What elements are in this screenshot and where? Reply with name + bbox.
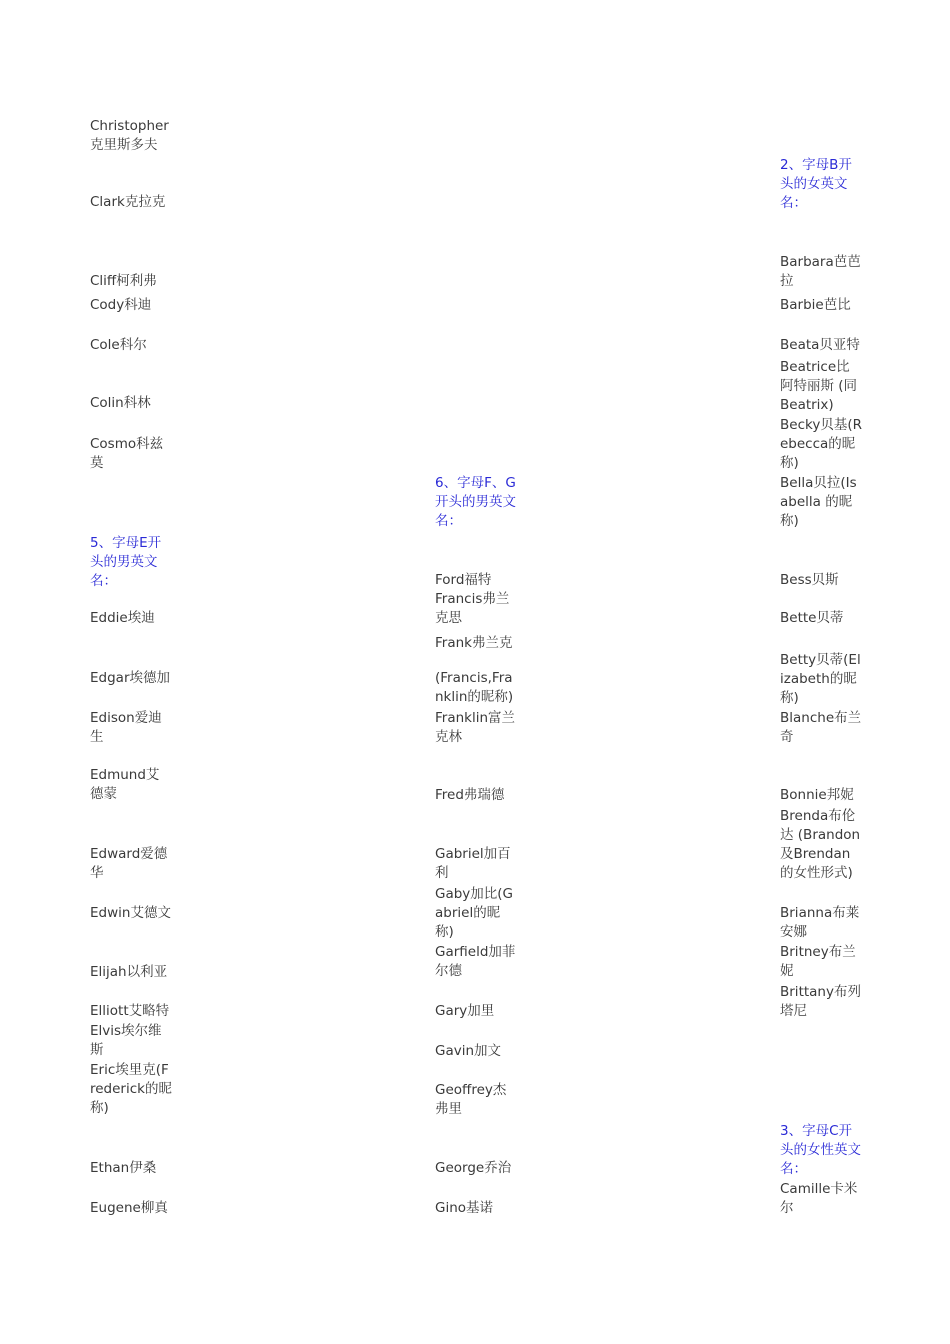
name-entry: Edison爱迪生 bbox=[90, 710, 162, 745]
name-entry: Elvis埃尔维斯 bbox=[90, 1023, 162, 1058]
name-entry: Brenda布伦达 (Brandon及Brendan的女性形式) bbox=[780, 808, 861, 881]
name-entry: Barbara芭芭拉 bbox=[780, 254, 861, 289]
name-entry: Brittany布列塔尼 bbox=[780, 984, 861, 1019]
name-entry: Beatrice比阿特丽斯 (同Beatrix) bbox=[780, 359, 858, 413]
name-entry: Franklin富兰克林 bbox=[435, 710, 516, 745]
name-entry: Fred弗瑞德 bbox=[435, 787, 505, 803]
name-entry: Edward爱德华 bbox=[90, 846, 168, 881]
name-entry: Cliff柯利弗 bbox=[90, 273, 157, 289]
name-entry: (Francis,Franklin的昵称) bbox=[435, 670, 514, 705]
name-entry: Barbie芭比 bbox=[780, 297, 851, 313]
name-entry: Beata贝亚特 bbox=[780, 337, 860, 353]
name-entry: Eric埃里克(Frederick的昵称) bbox=[90, 1062, 172, 1116]
name-entry: Edmund艾德蒙 bbox=[90, 767, 160, 802]
section-heading-b: 2、字母B开头的女英文名： bbox=[780, 157, 852, 211]
name-entry: Becky贝基(Rebecca的昵称) bbox=[780, 417, 862, 471]
name-entry: Gary加里 bbox=[435, 1003, 495, 1019]
name-entry: Camille卡米尔 bbox=[780, 1181, 858, 1216]
name-entry: Bette贝蒂 bbox=[780, 610, 844, 626]
name-entry: Garfield加菲尔德 bbox=[435, 944, 516, 979]
section-heading-c: 3、字母C开头的女性英文名： bbox=[780, 1123, 861, 1177]
name-entry: Francis弗兰克思 bbox=[435, 591, 510, 626]
name-entry: Eugene柳真 bbox=[90, 1200, 168, 1216]
name-entry: Gino基诺 bbox=[435, 1200, 494, 1216]
name-entry: Britney布兰妮 bbox=[780, 944, 856, 979]
name-entry: Elijah以利亚 bbox=[90, 964, 168, 980]
name-entry: Bonnie邦妮 bbox=[780, 787, 854, 803]
name-entry: Bella贝拉(Isabella 的昵称) bbox=[780, 475, 857, 529]
name-entry: Edgar埃德加 bbox=[90, 670, 170, 686]
name-entry: George乔治 bbox=[435, 1160, 512, 1176]
name-entry: Eddie埃迪 bbox=[90, 610, 155, 626]
name-entry: Clark克拉克 bbox=[90, 194, 166, 210]
section-heading-e: 5、字母E开头的男英文名： bbox=[90, 535, 162, 589]
name-entry: Bess贝斯 bbox=[780, 572, 839, 588]
name-entry: Betty贝蒂(Elizabeth的昵称) bbox=[780, 652, 861, 706]
name-entry: Christopher克里斯多夫 bbox=[90, 118, 169, 153]
name-entry: Gavin加文 bbox=[435, 1043, 502, 1059]
name-entry: Colin科林 bbox=[90, 395, 151, 411]
name-entry: Geoffrey杰弗里 bbox=[435, 1082, 507, 1117]
name-entry: Cole科尔 bbox=[90, 337, 147, 353]
name-entry: Ford福特 bbox=[435, 572, 492, 588]
name-entry: Elliott艾略特 bbox=[90, 1003, 170, 1019]
section-heading-fg: 6、字母F、G开头的男英文名： bbox=[435, 475, 516, 529]
name-entry: Edwin艾德文 bbox=[90, 905, 171, 921]
name-entry: Brianna布莱安娜 bbox=[780, 905, 860, 940]
name-entry: Blanche布兰奇 bbox=[780, 710, 862, 745]
name-entry: Frank弗兰克 bbox=[435, 635, 513, 651]
name-entry: Gaby加比(Gabriel的昵称) bbox=[435, 886, 514, 940]
name-entry: Gabriel加百利 bbox=[435, 846, 511, 881]
name-entry: Cody科迪 bbox=[90, 297, 152, 313]
name-entry: Ethan伊桑 bbox=[90, 1160, 157, 1176]
name-entry: Cosmo科兹莫 bbox=[90, 436, 164, 471]
